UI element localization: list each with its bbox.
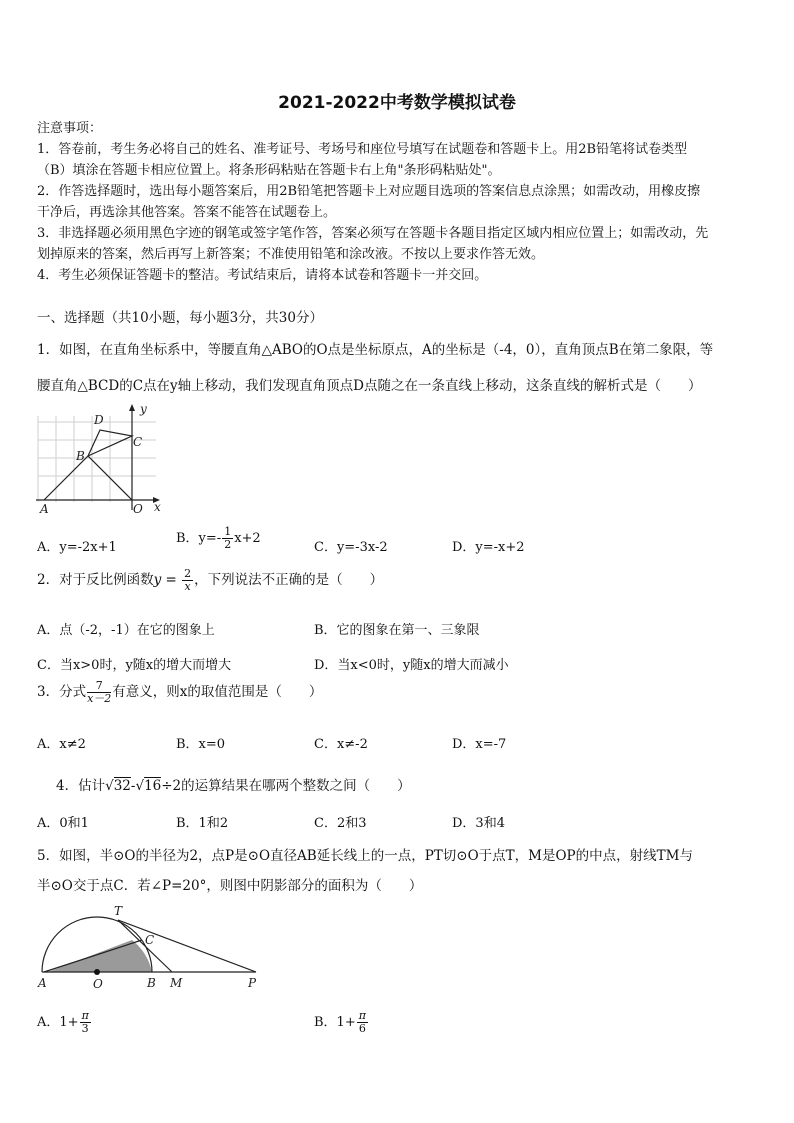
q1-option-d: D．y=-x+2 bbox=[452, 540, 525, 555]
q1-stem-line2: 腰直角△BCD的C点在y轴上移动，我们发现直角顶点D点随之在一条直线上移动，这条直线的解析式是（ ） bbox=[37, 378, 702, 394]
q1-label-x: x bbox=[154, 500, 161, 514]
q1-label-a: A bbox=[40, 502, 49, 516]
q5-label-a: A bbox=[38, 976, 47, 990]
q5-shaded-region bbox=[48, 940, 152, 972]
q4-option-b: B．1和2 bbox=[176, 816, 229, 831]
notes-line: （B）填涂在答题卡相应位置上。将条形码粘贴在答题卡右上角"条形码粘贴处"。 bbox=[37, 163, 501, 178]
fraction-numerator: 1 bbox=[224, 525, 232, 538]
q5-option-b bbox=[314, 1010, 369, 1035]
q1-label-o: O bbox=[133, 502, 143, 516]
fraction-denominator: x bbox=[184, 580, 191, 593]
fraction-numerator: 2 bbox=[184, 567, 192, 580]
q2-option-a: A．点（-2，-1）在它的图象上 bbox=[37, 623, 215, 638]
q1-label-d: D bbox=[94, 413, 104, 427]
q4-stem-suffix: ÷2的运算结果在哪两个整数之间（ ） bbox=[161, 778, 411, 794]
q1-option-b-prefix: B．y=- bbox=[176, 531, 222, 546]
q4-minus: - bbox=[130, 778, 136, 794]
q5-option-b-fraction bbox=[357, 1010, 368, 1035]
q3-option-b: B．x=0 bbox=[176, 737, 226, 752]
q5-option-a bbox=[37, 1010, 92, 1035]
q5-center-point bbox=[94, 969, 100, 975]
q4-option-c: C．2和3 bbox=[314, 816, 367, 831]
section-heading: 一、选择题（共10小题，每小题3分，共30分） bbox=[37, 310, 323, 326]
q4-radicand-2: 16 bbox=[144, 778, 162, 794]
q2-option-c: C．当x>0时，y随x的增大而增大 bbox=[37, 658, 232, 673]
fraction-denominator: 2 bbox=[224, 538, 232, 551]
q3-option-d: D．x=-7 bbox=[452, 737, 507, 752]
notes-line: 划掉原来的答案，然后再写上新答案；不准使用铅笔和涂改液。不按以上要求作答无效。 bbox=[37, 247, 545, 262]
q3-stem-prefix: 3．分式 bbox=[37, 684, 87, 700]
q1-triangle-abo bbox=[44, 456, 132, 500]
q1-option-b bbox=[176, 526, 261, 551]
fraction-denominator: 3 bbox=[81, 1022, 89, 1035]
q3-option-a: A．x≠2 bbox=[37, 737, 86, 752]
q1-label-c: C bbox=[133, 435, 143, 449]
q2-fraction bbox=[182, 568, 193, 593]
q2-stem-suffix: ，下列说法不正确的是（ ） bbox=[194, 572, 384, 588]
page-title: 2021-2022中考数学模拟试卷 bbox=[278, 93, 516, 113]
notes-line: 干净后，再选涂其他答案。答案不能答在试题卷上。 bbox=[37, 205, 337, 220]
q4-option-d: D．3和4 bbox=[452, 816, 505, 831]
q5-option-a-prefix: A．1+ bbox=[37, 1015, 79, 1030]
notes-block bbox=[37, 118, 759, 286]
q5-label-p: P bbox=[248, 976, 257, 990]
q1-stem-line1: 1．如图，在直角坐标系中，等腰直角△ABO的O点是坐标原点，A的坐标是（-4，0），直角顶点B在第二象限，等 bbox=[37, 342, 714, 358]
sqrt-icon: √ bbox=[135, 778, 145, 794]
sqrt-icon: √ bbox=[105, 778, 114, 794]
q5-figure bbox=[34, 900, 268, 992]
fraction-numerator: 7 bbox=[87, 680, 111, 693]
q1-y-arrow bbox=[129, 404, 135, 411]
q1-label-b: B bbox=[76, 449, 85, 463]
q4-option-a: A．0和1 bbox=[37, 816, 89, 831]
q4-radicand-1: 32 bbox=[113, 778, 131, 794]
notes-line: 3．非选择题必须用黑色字迹的钢笔或签字笔作答，答案必须写在答题卡各题目指定区域内相应位置上；如需改动，先 bbox=[37, 226, 709, 241]
q3-stem bbox=[37, 680, 322, 705]
fraction-denominator: 6 bbox=[358, 1022, 366, 1035]
q5-label-c: C bbox=[145, 933, 155, 947]
q1-option-b-suffix: x+2 bbox=[234, 531, 261, 546]
q2-option-d: D．当x<0时，y随x的增大而减小 bbox=[314, 658, 509, 673]
q4-stem bbox=[56, 774, 411, 794]
q1-option-c: C．y=-3x-2 bbox=[314, 540, 388, 555]
notes-line: 4．考生必须保证答题卡的整洁。考试结束后，请将本试卷和答题卡一并交回。 bbox=[37, 268, 488, 283]
fraction-numerator: π bbox=[358, 1009, 366, 1022]
q2-option-b: B．它的图象在第一、三象限 bbox=[314, 623, 480, 638]
q5-label-b: B bbox=[147, 976, 156, 990]
q5-label-o: O bbox=[93, 977, 103, 991]
q5-option-b-prefix: B．1+ bbox=[314, 1015, 356, 1030]
notes-line: 1．答卷前，考生务必将自己的姓名、准考证号、考场号和座位号填写在试题卷和答题卡上。用2B铅笔将试卷类型 bbox=[37, 142, 688, 157]
q1-option-b-fraction bbox=[222, 526, 233, 551]
notes-heading: 注意事项： bbox=[37, 121, 103, 136]
q5-stem-line2: 半⊙O交于点C．若∠P=20°，则图中阴影部分的面积为（ ） bbox=[37, 878, 423, 894]
q3-stem-suffix: 有意义，则x的取值范围是（ ） bbox=[112, 684, 323, 700]
q1-figure bbox=[36, 400, 168, 518]
q1-label-y: y bbox=[140, 402, 147, 416]
q3-fraction bbox=[87, 680, 111, 705]
fraction-denominator: x－2 bbox=[87, 692, 112, 705]
fraction-numerator: π bbox=[81, 1009, 89, 1022]
q1-option-a: A．y=-2x+1 bbox=[37, 540, 117, 555]
q5-label-m: M bbox=[170, 976, 183, 990]
q5-label-t: T bbox=[114, 904, 123, 918]
q3-option-c: C．x≠-2 bbox=[314, 737, 368, 752]
q2-equals: = bbox=[161, 572, 182, 588]
q2-stem-prefix: 2．对于反比例函数 bbox=[37, 572, 154, 588]
notes-line: 2．作答选择题时，选出每小题答案后，用2B铅笔把答题卡上对应题目选项的答案信息点涂黑；如需改动，用橡皮擦 bbox=[37, 184, 701, 199]
q2-variable-y: y bbox=[153, 572, 162, 588]
q2-stem bbox=[37, 568, 383, 593]
q5-option-a-fraction bbox=[80, 1010, 91, 1035]
q5-stem-line1: 5．如图，半⊙O的半径为2，点P是⊙O直径AB延长线上的一点，PT切⊙O于点T，M是OP的中点，射线TM与 bbox=[37, 848, 693, 864]
q4-stem-prefix: 4．估计 bbox=[56, 778, 106, 794]
